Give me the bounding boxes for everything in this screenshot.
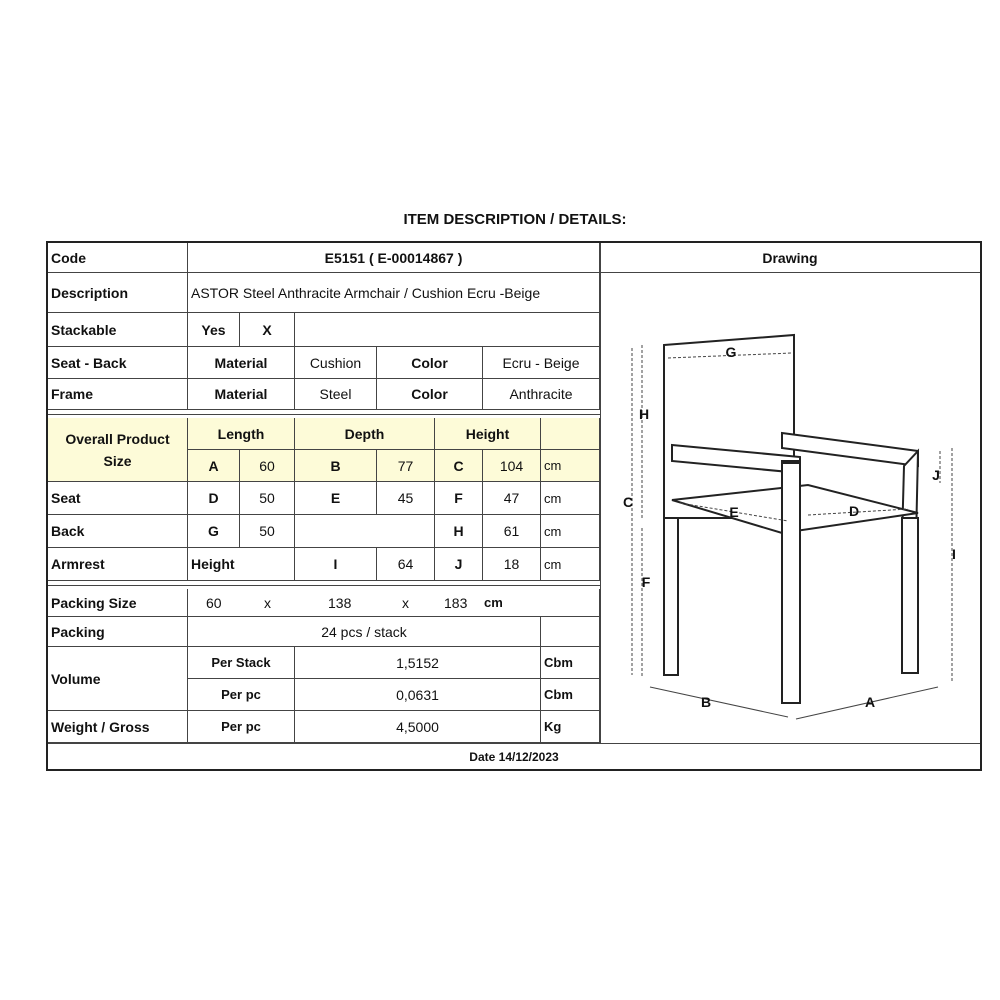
chair-drawing	[618, 323, 968, 733]
stackable-mark: X	[240, 313, 295, 347]
dim-i-letter: I	[295, 548, 377, 581]
seat-back-color-label: Color	[377, 347, 483, 379]
packing-size-unit: cm	[484, 595, 503, 610]
dim-j-drawing: J	[932, 467, 940, 483]
dim-i-value: 64	[377, 548, 435, 581]
code-label: Code	[48, 243, 188, 273]
frame-label: Frame	[48, 379, 188, 410]
dim-a-drawing: A	[864, 694, 876, 710]
dim-d-letter: D	[188, 482, 240, 515]
armrest-unit: cm	[541, 548, 600, 581]
dim-e-letter: E	[295, 482, 377, 515]
dim-f-value: 47	[483, 482, 541, 515]
weight-value: 4,5000	[295, 711, 541, 743]
dim-d-drawing: D	[848, 503, 860, 519]
packing-size-x2: x	[402, 594, 409, 611]
dim-b-letter: B	[295, 450, 377, 482]
back-unit: cm	[541, 515, 600, 548]
packing-size-l: 138	[328, 594, 352, 611]
code-value: E5151 ( E-00014867 )	[188, 243, 600, 273]
packing-value: 24 pcs / stack	[188, 617, 541, 647]
dim-j-value: 18	[483, 548, 541, 581]
spec-sheet	[46, 241, 982, 771]
dim-a-value: 60	[240, 450, 295, 482]
length-header: Length	[188, 418, 295, 450]
seat-back-color: Ecru - Beige	[483, 347, 600, 379]
dim-e-drawing: E	[729, 504, 739, 520]
frame-material: Steel	[295, 379, 377, 410]
seat-unit: cm	[541, 482, 600, 515]
weight-unit: Kg	[541, 711, 600, 743]
stackable-empty	[295, 313, 600, 347]
description-value: ASTOR Steel Anthracite Armchair / Cushion Ecru -Beige	[188, 273, 600, 313]
dim-c-drawing: C	[622, 494, 634, 510]
description-label: Description	[48, 273, 188, 313]
dim-c-letter: C	[435, 450, 483, 482]
dim-i-drawing: I	[952, 546, 956, 562]
stackable-label: Stackable	[48, 313, 188, 347]
dim-d-value: 50	[240, 482, 295, 515]
packing-size-w: 60	[206, 594, 222, 611]
packing-label: Packing	[48, 617, 188, 647]
volume-per-stack-label: Per Stack	[188, 647, 295, 679]
dim-f-letter: F	[435, 482, 483, 515]
dim-b-value: 77	[377, 450, 435, 482]
overall-label-line2: Size	[103, 452, 132, 469]
depth-header: Depth	[295, 418, 435, 450]
packing-size-label: Packing Size	[48, 589, 188, 617]
frame-color: Anthracite	[483, 379, 600, 410]
armrest-label: Armrest	[48, 548, 188, 581]
dim-h-letter: H	[435, 515, 483, 548]
overall-header-blank	[541, 418, 600, 450]
volume-per-pc-unit: Cbm	[541, 679, 600, 711]
overall-label-line1: Overall Product	[65, 430, 170, 447]
dim-f-drawing: F	[641, 574, 651, 590]
dim-c-value: 104	[483, 450, 541, 482]
volume-per-stack-value: 1,5152	[295, 647, 541, 679]
dim-e-value: 45	[377, 482, 435, 515]
dim-h-drawing: H	[638, 406, 650, 422]
seat-back-material-label: Material	[188, 347, 295, 379]
seat-back-label: Seat - Back	[48, 347, 188, 379]
packing-size-x1: x	[264, 594, 271, 611]
weight-per-pc-label: Per pc	[188, 711, 295, 743]
panel-divider	[600, 243, 601, 743]
page-title: ITEM DESCRIPTION / DETAILS:	[403, 211, 627, 228]
dim-g-drawing: G	[725, 344, 737, 360]
dim-g-letter: G	[188, 515, 240, 548]
dim-g-value: 50	[240, 515, 295, 548]
volume-per-pc-value: 0,0631	[295, 679, 541, 711]
packing-blank	[541, 617, 600, 647]
back-label: Back	[48, 515, 188, 548]
overall-unit: cm	[541, 450, 600, 482]
drawing-header: Drawing	[600, 243, 980, 273]
overall-label	[48, 418, 188, 482]
volume-per-pc-label: Per pc	[188, 679, 295, 711]
height-header: Height	[435, 418, 541, 450]
back-empty	[295, 515, 435, 548]
dim-j-letter: J	[435, 548, 483, 581]
volume-label: Volume	[48, 647, 188, 711]
stackable-yes: Yes	[188, 313, 240, 347]
seat-label: Seat	[48, 482, 188, 515]
armrest-height-label: Height	[188, 548, 295, 581]
seat-back-material: Cushion	[295, 347, 377, 379]
frame-color-label: Color	[377, 379, 483, 410]
dim-b-drawing: B	[700, 694, 712, 710]
dim-h-value: 61	[483, 515, 541, 548]
weight-label: Weight / Gross	[48, 711, 188, 743]
date-footer: Date 14/12/2023	[48, 743, 980, 770]
packing-size-h: 183	[444, 594, 468, 611]
packing-size-row	[188, 589, 600, 617]
volume-per-stack-unit: Cbm	[541, 647, 600, 679]
dim-a-letter: A	[188, 450, 240, 482]
frame-material-label: Material	[188, 379, 295, 410]
